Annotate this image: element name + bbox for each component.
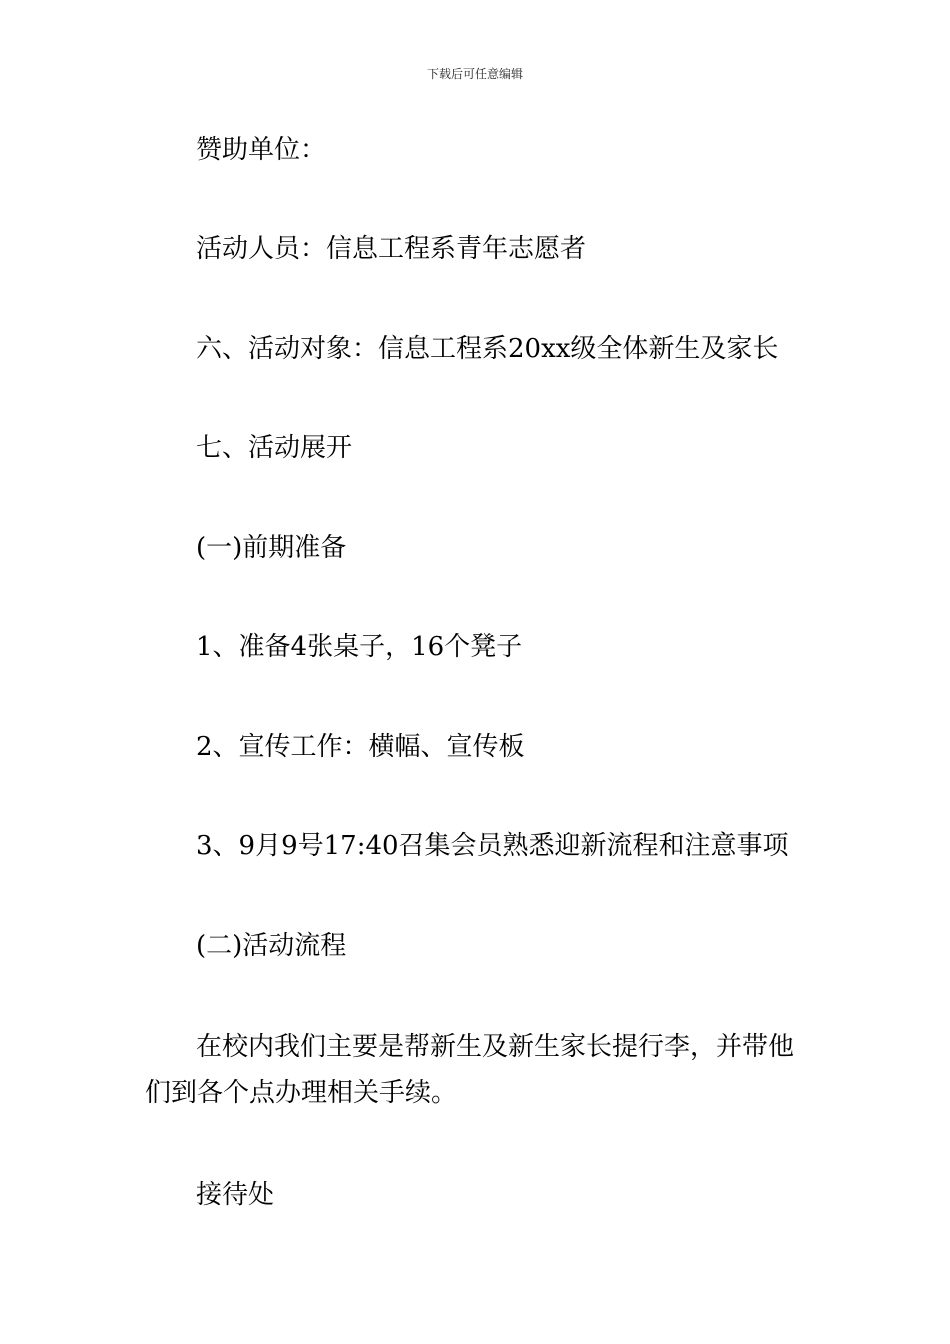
- section-7-heading: 七、活动展开: [196, 433, 353, 463]
- staff-line: 活动人员：信息工程系青年志愿者: [196, 234, 587, 264]
- sponsor-line: 赞助单位：: [196, 135, 327, 165]
- process-paragraph: 在校内我们主要是帮新生及新生家长提行李，并带他们到各个点办理相关手续。: [145, 1032, 795, 1108]
- subsection-1-heading: (一)前期准备: [196, 533, 347, 563]
- target-line: 六、活动对象：信息工程系20xx级全体新生及家长: [196, 334, 779, 364]
- prep-item-2: 2、宣传工作：横幅、宣传板: [196, 732, 525, 762]
- reception-line: 接待处: [196, 1180, 275, 1210]
- prep-item-1: 1、准备4张桌子，16个凳子: [196, 632, 523, 662]
- prep-item-3: 3、9月9号17:40召集会员熟悉迎新流程和注意事项: [196, 831, 789, 861]
- subsection-2-heading: (二)活动流程: [196, 931, 347, 961]
- page-header: 下载后可任意编辑: [426, 67, 523, 81]
